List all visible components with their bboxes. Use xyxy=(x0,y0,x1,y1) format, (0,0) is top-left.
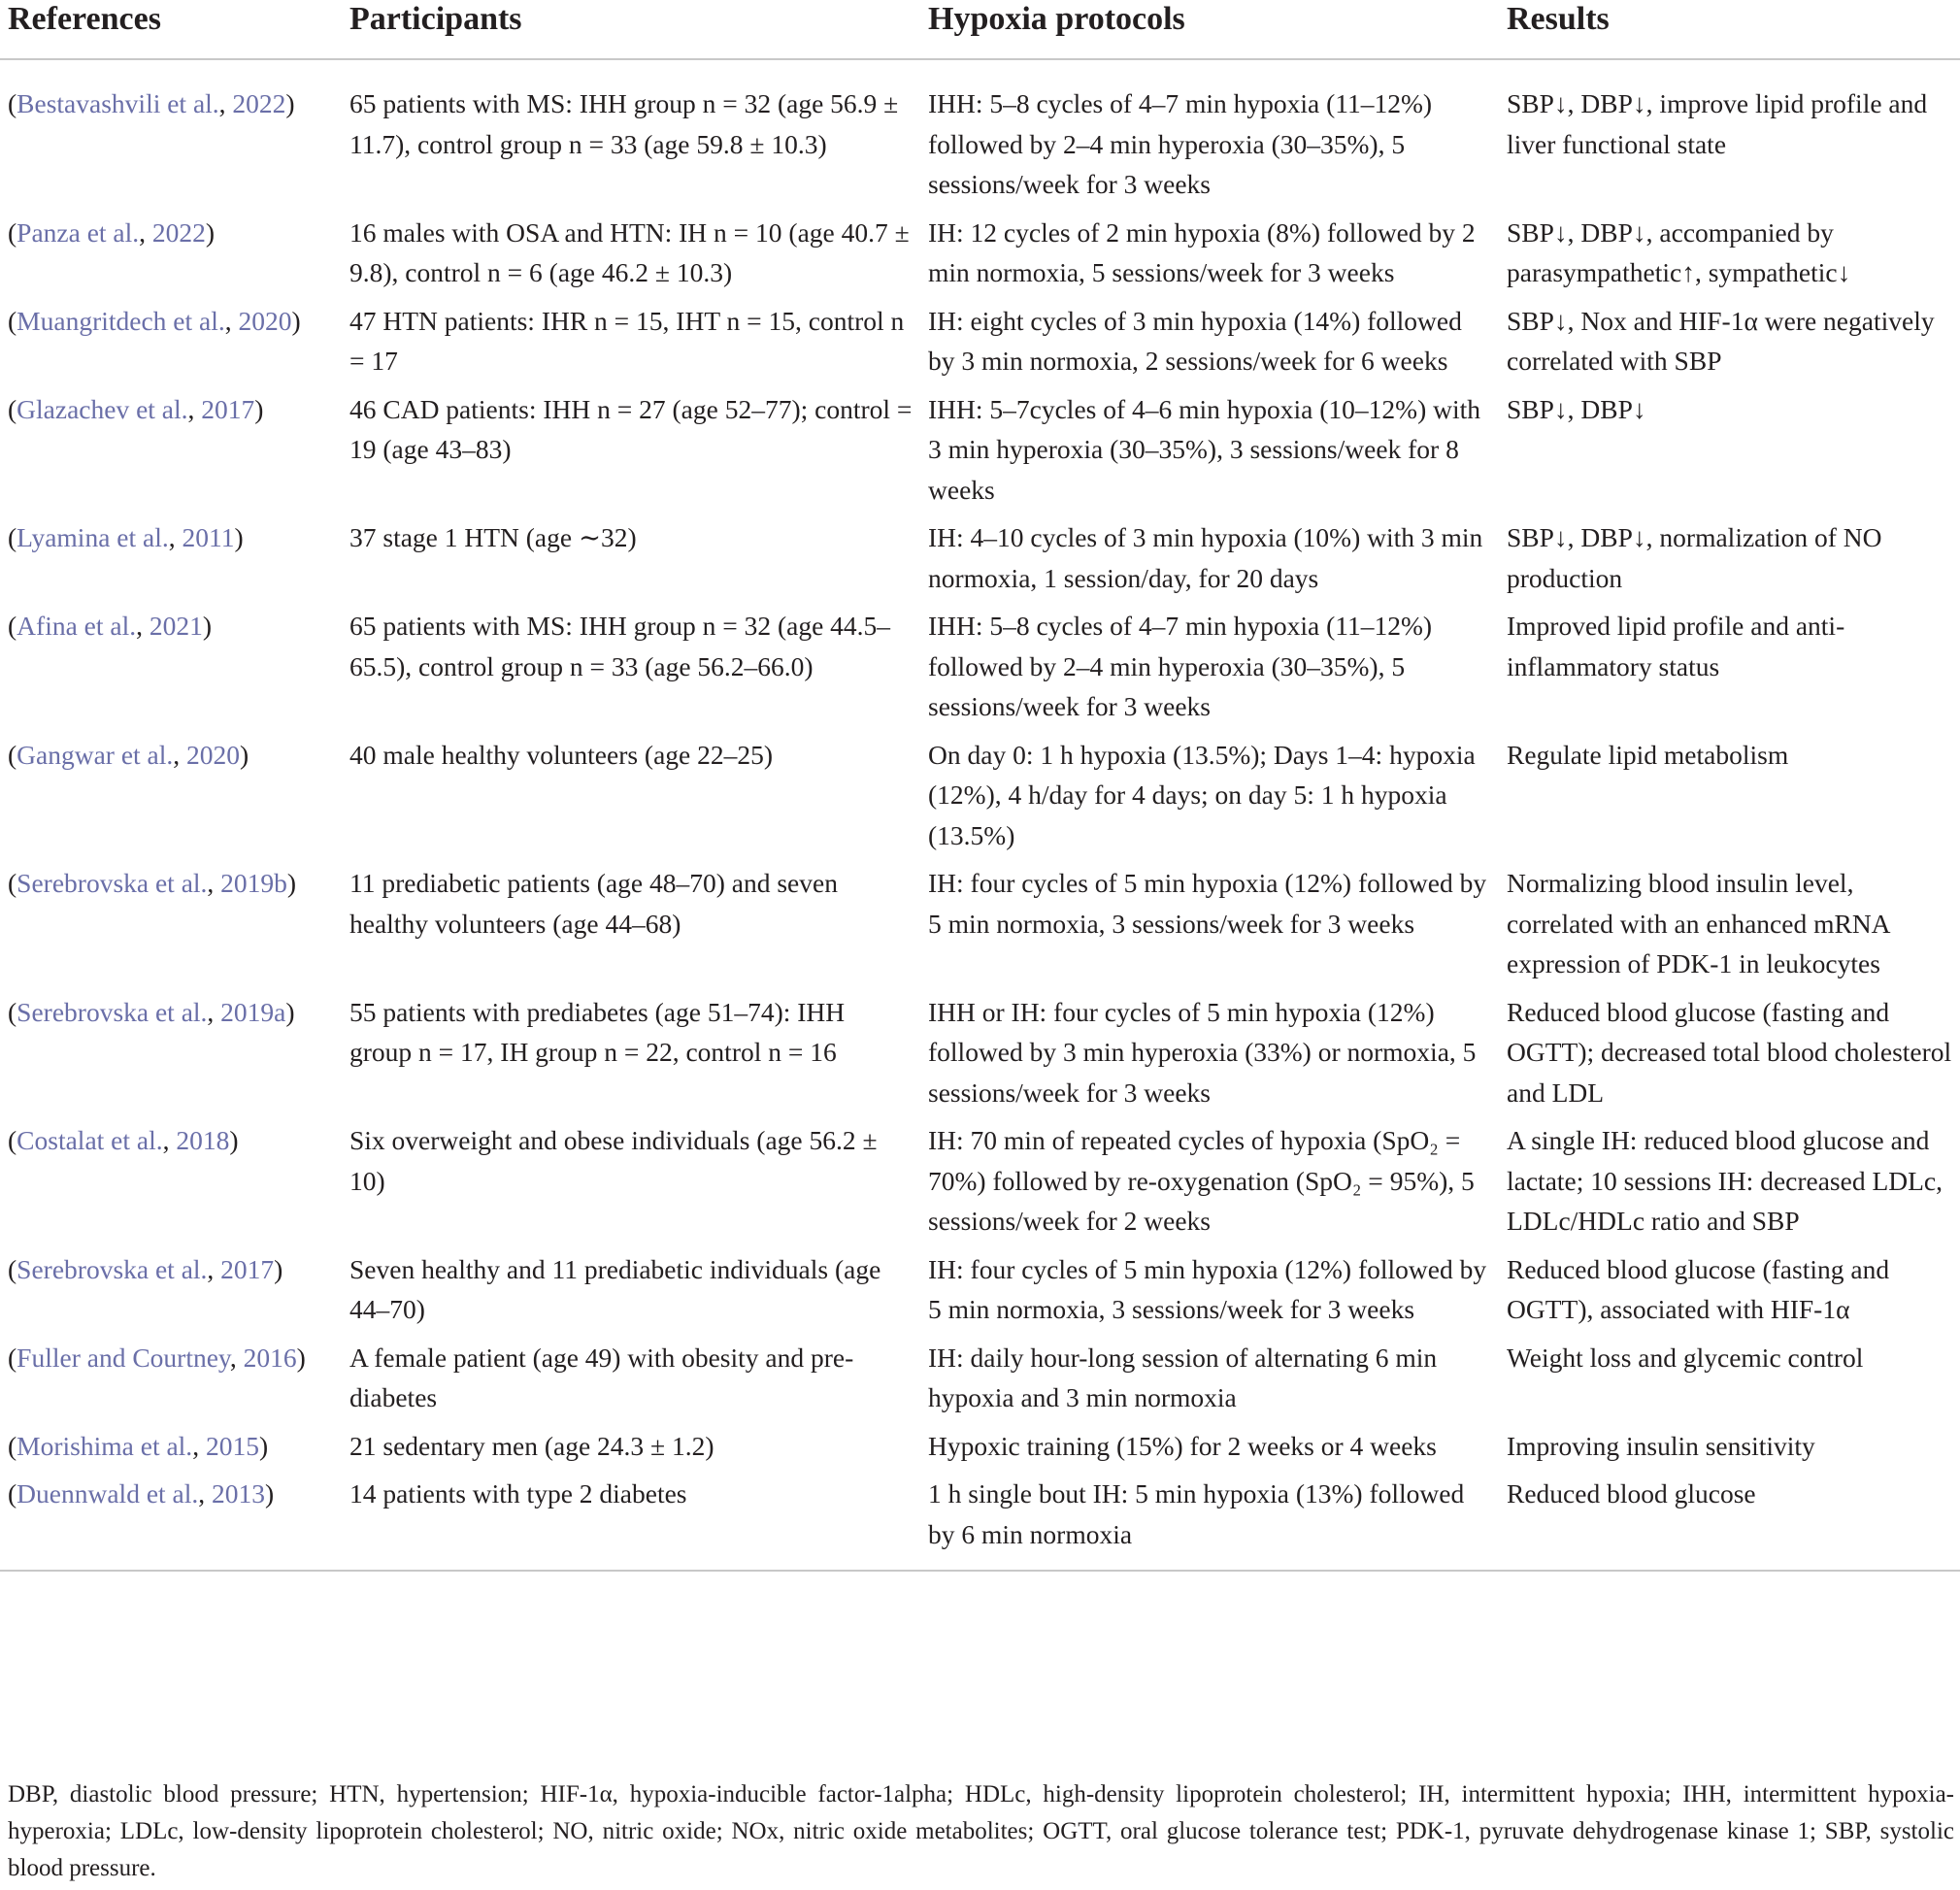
reference-year-link[interactable]: 2013 xyxy=(212,1478,266,1509)
participants-cell: Six overweight and obese individuals (age 56.2 ± 10) xyxy=(349,1125,878,1196)
protocol-cell: IH: eight cycles of 3 min hypoxia (14%) followed by 3 min normoxia, 2 sessions/week for 6 weeks xyxy=(928,305,1462,376)
reference-cell xyxy=(0,1418,342,1467)
reference-author-link[interactable]: Fuller and Courtney xyxy=(17,1342,230,1373)
results-cell: Improving insulin sensitivity xyxy=(1507,1430,1815,1461)
protocol-cell: IH: 4–10 cycles of 3 min hypoxia (10%) with 3 min normoxia, 1 session/day, for 20 days xyxy=(928,522,1483,593)
reference-year-link[interactable]: 2016 xyxy=(243,1342,297,1373)
reference-author-link[interactable]: Lyamina et al. xyxy=(17,522,169,552)
protocol-cell: IHH: 5–8 cycles of 4–7 min hypoxia (11–12%) followed by 2–4 min hyperoxia (30–35%), 5 sessions/week for 3 weeks xyxy=(928,611,1433,721)
table-row xyxy=(0,293,1960,381)
header-row xyxy=(0,0,1960,59)
reference-year-link[interactable]: 2019b xyxy=(220,868,287,898)
reference-year-link[interactable]: 2020 xyxy=(186,739,241,770)
reference-author-link[interactable]: Bestavashvili et al. xyxy=(17,88,219,118)
reference-close-paren: ) xyxy=(234,522,244,552)
protocol-cell: IH: four cycles of 5 min hypoxia (12%) followed by 5 min normoxia, 3 sessions/week for 3 weeks xyxy=(928,1253,1487,1324)
table-row xyxy=(0,598,1960,727)
reference-close-paren: ) xyxy=(296,1342,306,1373)
participants-cell: 11 prediabetic patients (age 48–70) and seven healthy volunteers (age 44–68) xyxy=(349,868,838,939)
reference-year-link[interactable]: 2020 xyxy=(238,305,292,336)
reference-separator: , xyxy=(162,1125,177,1155)
reference-separator: , xyxy=(173,739,187,770)
header-participants: Participants xyxy=(342,0,920,59)
reference-year-link[interactable]: 2015 xyxy=(205,1430,259,1461)
reference-separator: , xyxy=(207,1253,221,1284)
reference-open-paren: ( xyxy=(8,996,17,1027)
reference-close-paren: ) xyxy=(285,996,295,1027)
reference-separator: , xyxy=(187,393,202,424)
reference-close-paren: ) xyxy=(274,1253,283,1284)
reference-author-link[interactable]: Gangwar et al. xyxy=(17,739,174,770)
table-row xyxy=(0,1330,1960,1418)
table-row xyxy=(0,1242,1960,1330)
reference-open-paren: ( xyxy=(8,522,17,552)
reference-cell xyxy=(0,293,342,381)
reference-close-paren: ) xyxy=(240,739,249,770)
reference-open-paren: ( xyxy=(8,1125,17,1155)
participants-cell: 37 stage 1 HTN (age ∼32) xyxy=(349,522,637,552)
reference-author-link[interactable]: Muangritdech et al. xyxy=(17,305,225,336)
reference-separator: , xyxy=(229,1342,244,1373)
reference-open-paren: ( xyxy=(8,88,17,118)
reference-cell xyxy=(0,1466,342,1571)
results-cell: Weight loss and glycemic control xyxy=(1507,1342,1864,1373)
table-header xyxy=(0,0,1960,59)
reference-close-paren: ) xyxy=(205,216,216,248)
results-cell: Reduced blood glucose xyxy=(1499,1466,1960,1571)
reference-author-link[interactable]: Serebrovska et al. xyxy=(17,1253,208,1284)
reference-open-paren: ( xyxy=(8,739,17,770)
protocol-cell: IHH: 5–7cycles of 4–6 min hypoxia (10–12%) with 3 min hyperoxia (30–35%), 3 sessions/week for 8 weeks xyxy=(928,393,1481,505)
table-row xyxy=(0,1418,1960,1467)
protocol-cell: 1 h single bout IH: 5 min hypoxia (13%) followed by 6 min normoxia xyxy=(920,1466,1499,1571)
table-row xyxy=(0,59,1960,205)
reference-close-paren: ) xyxy=(229,1125,239,1155)
results-cell: SBP↓, DBP↓, improve lipid profile and liver functional state xyxy=(1507,88,1928,159)
results-cell: Reduced blood glucose (fasting and OGTT); decreased total blood cholesterol and LDL xyxy=(1507,996,1952,1108)
reference-author-link[interactable]: Serebrovska et al. xyxy=(17,868,208,898)
reference-close-paren: ) xyxy=(286,868,297,898)
reference-author-link[interactable]: Morishima et al. xyxy=(17,1430,193,1461)
participants-cell: A female patient (age 49) with obesity and pre-diabetes xyxy=(349,1342,854,1412)
reference-author-link[interactable]: Serebrovska et al. xyxy=(17,996,208,1027)
participants-cell: 47 HTN patients: IHR n = 15, IHT n = 15, control n = 17 xyxy=(349,305,905,376)
table-row xyxy=(0,510,1960,598)
table-row xyxy=(0,1112,1960,1242)
reference-separator: , xyxy=(136,611,149,641)
table-row xyxy=(0,727,1960,856)
reference-open-paren: ( xyxy=(8,305,17,336)
reference-open-paren: ( xyxy=(8,611,17,641)
protocol-cell: IH: daily hour-long session of alternating 6 min hypoxia and 3 min normoxia xyxy=(928,1342,1438,1412)
reference-separator: , xyxy=(192,1430,206,1461)
results-cell: A single IH: reduced blood glucose and lactate; 10 sessions IH: decreased LDLc, LDLc/HDLc ratio and SBP xyxy=(1507,1125,1943,1236)
reference-cell xyxy=(0,855,342,984)
table-footnote: DBP, diastolic blood pressure; HTN, hypertension; HIF-1α, hypoxia-inducible factor-1alpha; HDLc, high-density lipoprotein cholesterol; IH, intermittent hypoxia; IHH, intermittent hypoxia-hyperoxia; LDLc, low-density lipoprotein cholesterol; NO, nitric oxide; NOx, nitric oxide metabolites; OGTT, oral glucose tolerance test; PDK-1, pyruvate dehydrogenase kinase 1; SBP, systolic blood pressure. xyxy=(8,1781,1954,1881)
reference-separator: , xyxy=(218,88,233,118)
header-results: Results xyxy=(1499,0,1960,59)
table-row xyxy=(0,1466,1960,1571)
header-references: References xyxy=(0,0,342,59)
reference-cell xyxy=(0,59,342,205)
participants-cell: 14 patients with type 2 diabetes xyxy=(342,1466,920,1571)
reference-separator: , xyxy=(224,305,239,336)
reference-author-link[interactable]: Afina et al. xyxy=(17,611,137,641)
protocol-cell: On day 0: 1 h hypoxia (13.5%); Days 1–4: hypoxia (12%), 4 h/day for 4 days; on day 5: 1 h hypoxia (13.5%) xyxy=(928,739,1476,850)
participants-cell: 55 patients with prediabetes (age 51–74): IHH group n = 17, IH group n = 22, control n = 16 xyxy=(349,996,846,1067)
participants-cell: 21 sedentary men (age 24.3 ± 1.2) xyxy=(349,1430,714,1461)
table-body xyxy=(0,59,1960,1571)
reference-open-paren: ( xyxy=(8,868,17,898)
reference-author-link[interactable]: Panza et al. xyxy=(17,216,140,248)
reference-author-link[interactable]: Duennwald et al. xyxy=(17,1478,199,1509)
reference-separator: , xyxy=(207,996,221,1027)
protocol-cell: IHH or IH: four cycles of 5 min hypoxia (12%) followed by 3 min hyperoxia (33%) or normoxia, 5 sessions/week for 3 weeks xyxy=(928,996,1477,1108)
table-row xyxy=(0,984,1960,1113)
reference-year-link[interactable]: 2022 xyxy=(232,88,286,118)
table-row xyxy=(0,855,1960,984)
participants-cell: 46 CAD patients: IHH n = 27 (age 52–77); control = 19 (age 43–83) xyxy=(349,393,913,464)
reference-cell xyxy=(0,510,342,598)
reference-close-paren: ) xyxy=(258,1430,269,1461)
participants-cell: Seven healthy and 11 prediabetic individuals (age 44–70) xyxy=(349,1253,881,1324)
results-cell: Regulate lipid metabolism xyxy=(1507,739,1789,770)
protocol-cell: Hypoxic training (15%) for 2 weeks or 4 weeks xyxy=(928,1430,1437,1461)
reference-close-paren: ) xyxy=(265,1478,275,1509)
reference-cell xyxy=(0,984,342,1113)
reference-cell xyxy=(0,1112,342,1242)
reference-separator: , xyxy=(207,868,221,898)
protocol-cell: IHH: 5–8 cycles of 4–7 min hypoxia (11–12%) followed by 2–4 min hyperoxia (30–35%), 5 sessions/week for 3 weeks xyxy=(928,88,1433,199)
header-protocols: Hypoxia protocols xyxy=(920,0,1499,59)
reference-cell xyxy=(0,1330,342,1418)
reference-open-paren: ( xyxy=(8,393,17,424)
protocol-cell: IH: 70 min of repeated cycles of hypoxia (SpO₂ = 70%) followed by re-oxygenation (SpO₂ = 95%), 5 sessions/week for 2 weeks xyxy=(928,1125,1475,1236)
reference-open-paren: ( xyxy=(8,1430,17,1461)
protocol-cell: IH: 12 cycles of 2 min hypoxia (8%) followed by 2 min normoxia, 5 sessions/week for 3 weeks xyxy=(928,216,1476,287)
reference-separator: , xyxy=(139,216,152,248)
results-cell: SBP↓, DBP↓, normalization of NO production xyxy=(1507,522,1882,593)
reference-cell xyxy=(0,727,342,856)
reference-author-link[interactable]: Costalat et al. xyxy=(17,1125,163,1155)
reference-open-paren: ( xyxy=(8,216,17,248)
results-cell: SBP↓, Nox and HIF-1α were negatively correlated with SBP xyxy=(1507,305,1935,376)
reference-year-link[interactable]: 2017 xyxy=(201,393,255,424)
reference-year-link[interactable]: 2018 xyxy=(176,1125,230,1155)
reference-close-paren: ) xyxy=(285,88,295,118)
participants-cell: 40 male healthy volunteers (age 22–25) xyxy=(349,739,774,770)
reference-year-link[interactable]: 2019a xyxy=(220,996,286,1027)
reference-cell xyxy=(0,205,342,293)
reference-cell xyxy=(0,1242,342,1330)
reference-open-paren: ( xyxy=(8,1478,17,1509)
results-cell: SBP↓, DBP↓ xyxy=(1507,393,1646,424)
reference-year-link[interactable]: 2011 xyxy=(182,522,235,552)
reference-close-paren: ) xyxy=(202,611,213,641)
reference-cell xyxy=(0,598,342,727)
results-cell: Normalizing blood insulin level, correlated with an enhanced mRNA expression of PDK-1 in leukocytes xyxy=(1507,868,1890,978)
reference-cell xyxy=(0,381,342,511)
reference-open-paren: ( xyxy=(8,1253,17,1284)
table-row xyxy=(0,205,1960,293)
reference-close-paren: ) xyxy=(254,393,264,424)
protocol-cell: IH: four cycles of 5 min hypoxia (12%) followed by 5 min normoxia, 3 sessions/week for 3 weeks xyxy=(928,868,1487,939)
reference-open-paren: ( xyxy=(8,1342,17,1373)
table-row xyxy=(0,381,1960,511)
participants-cell: 16 males with OSA and HTN: IH n = 10 (age 40.7 ± 9.8), control n = 6 (age 46.2 ± 10.3) xyxy=(349,216,910,287)
participants-cell: 65 patients with MS: IHH group n = 32 (age 44.5–65.5), control group n = 33 (age 56.2–66.0) xyxy=(349,611,891,681)
reference-year-link[interactable]: 2021 xyxy=(149,611,203,641)
reference-close-paren: ) xyxy=(291,305,301,336)
reference-year-link[interactable]: 2022 xyxy=(151,216,206,248)
results-cell: Reduced blood glucose (fasting and OGTT), associated with HIF-1α xyxy=(1507,1253,1890,1324)
results-cell: SBP↓, DBP↓, accompanied by parasympathetic↑, sympathetic↓ xyxy=(1507,216,1851,287)
reference-author-link[interactable]: Glazachev et al. xyxy=(17,393,188,424)
participants-cell: 65 patients with MS: IHH group n = 32 (age 56.9 ± 11.7), control group n = 33 (age 59.8 ± 10.3) xyxy=(349,88,899,159)
results-cell: Improved lipid profile and anti-inflammatory status xyxy=(1507,611,1845,681)
reference-separator: , xyxy=(198,1478,213,1509)
reference-separator: , xyxy=(168,522,183,552)
reference-year-link[interactable]: 2017 xyxy=(220,1253,275,1284)
